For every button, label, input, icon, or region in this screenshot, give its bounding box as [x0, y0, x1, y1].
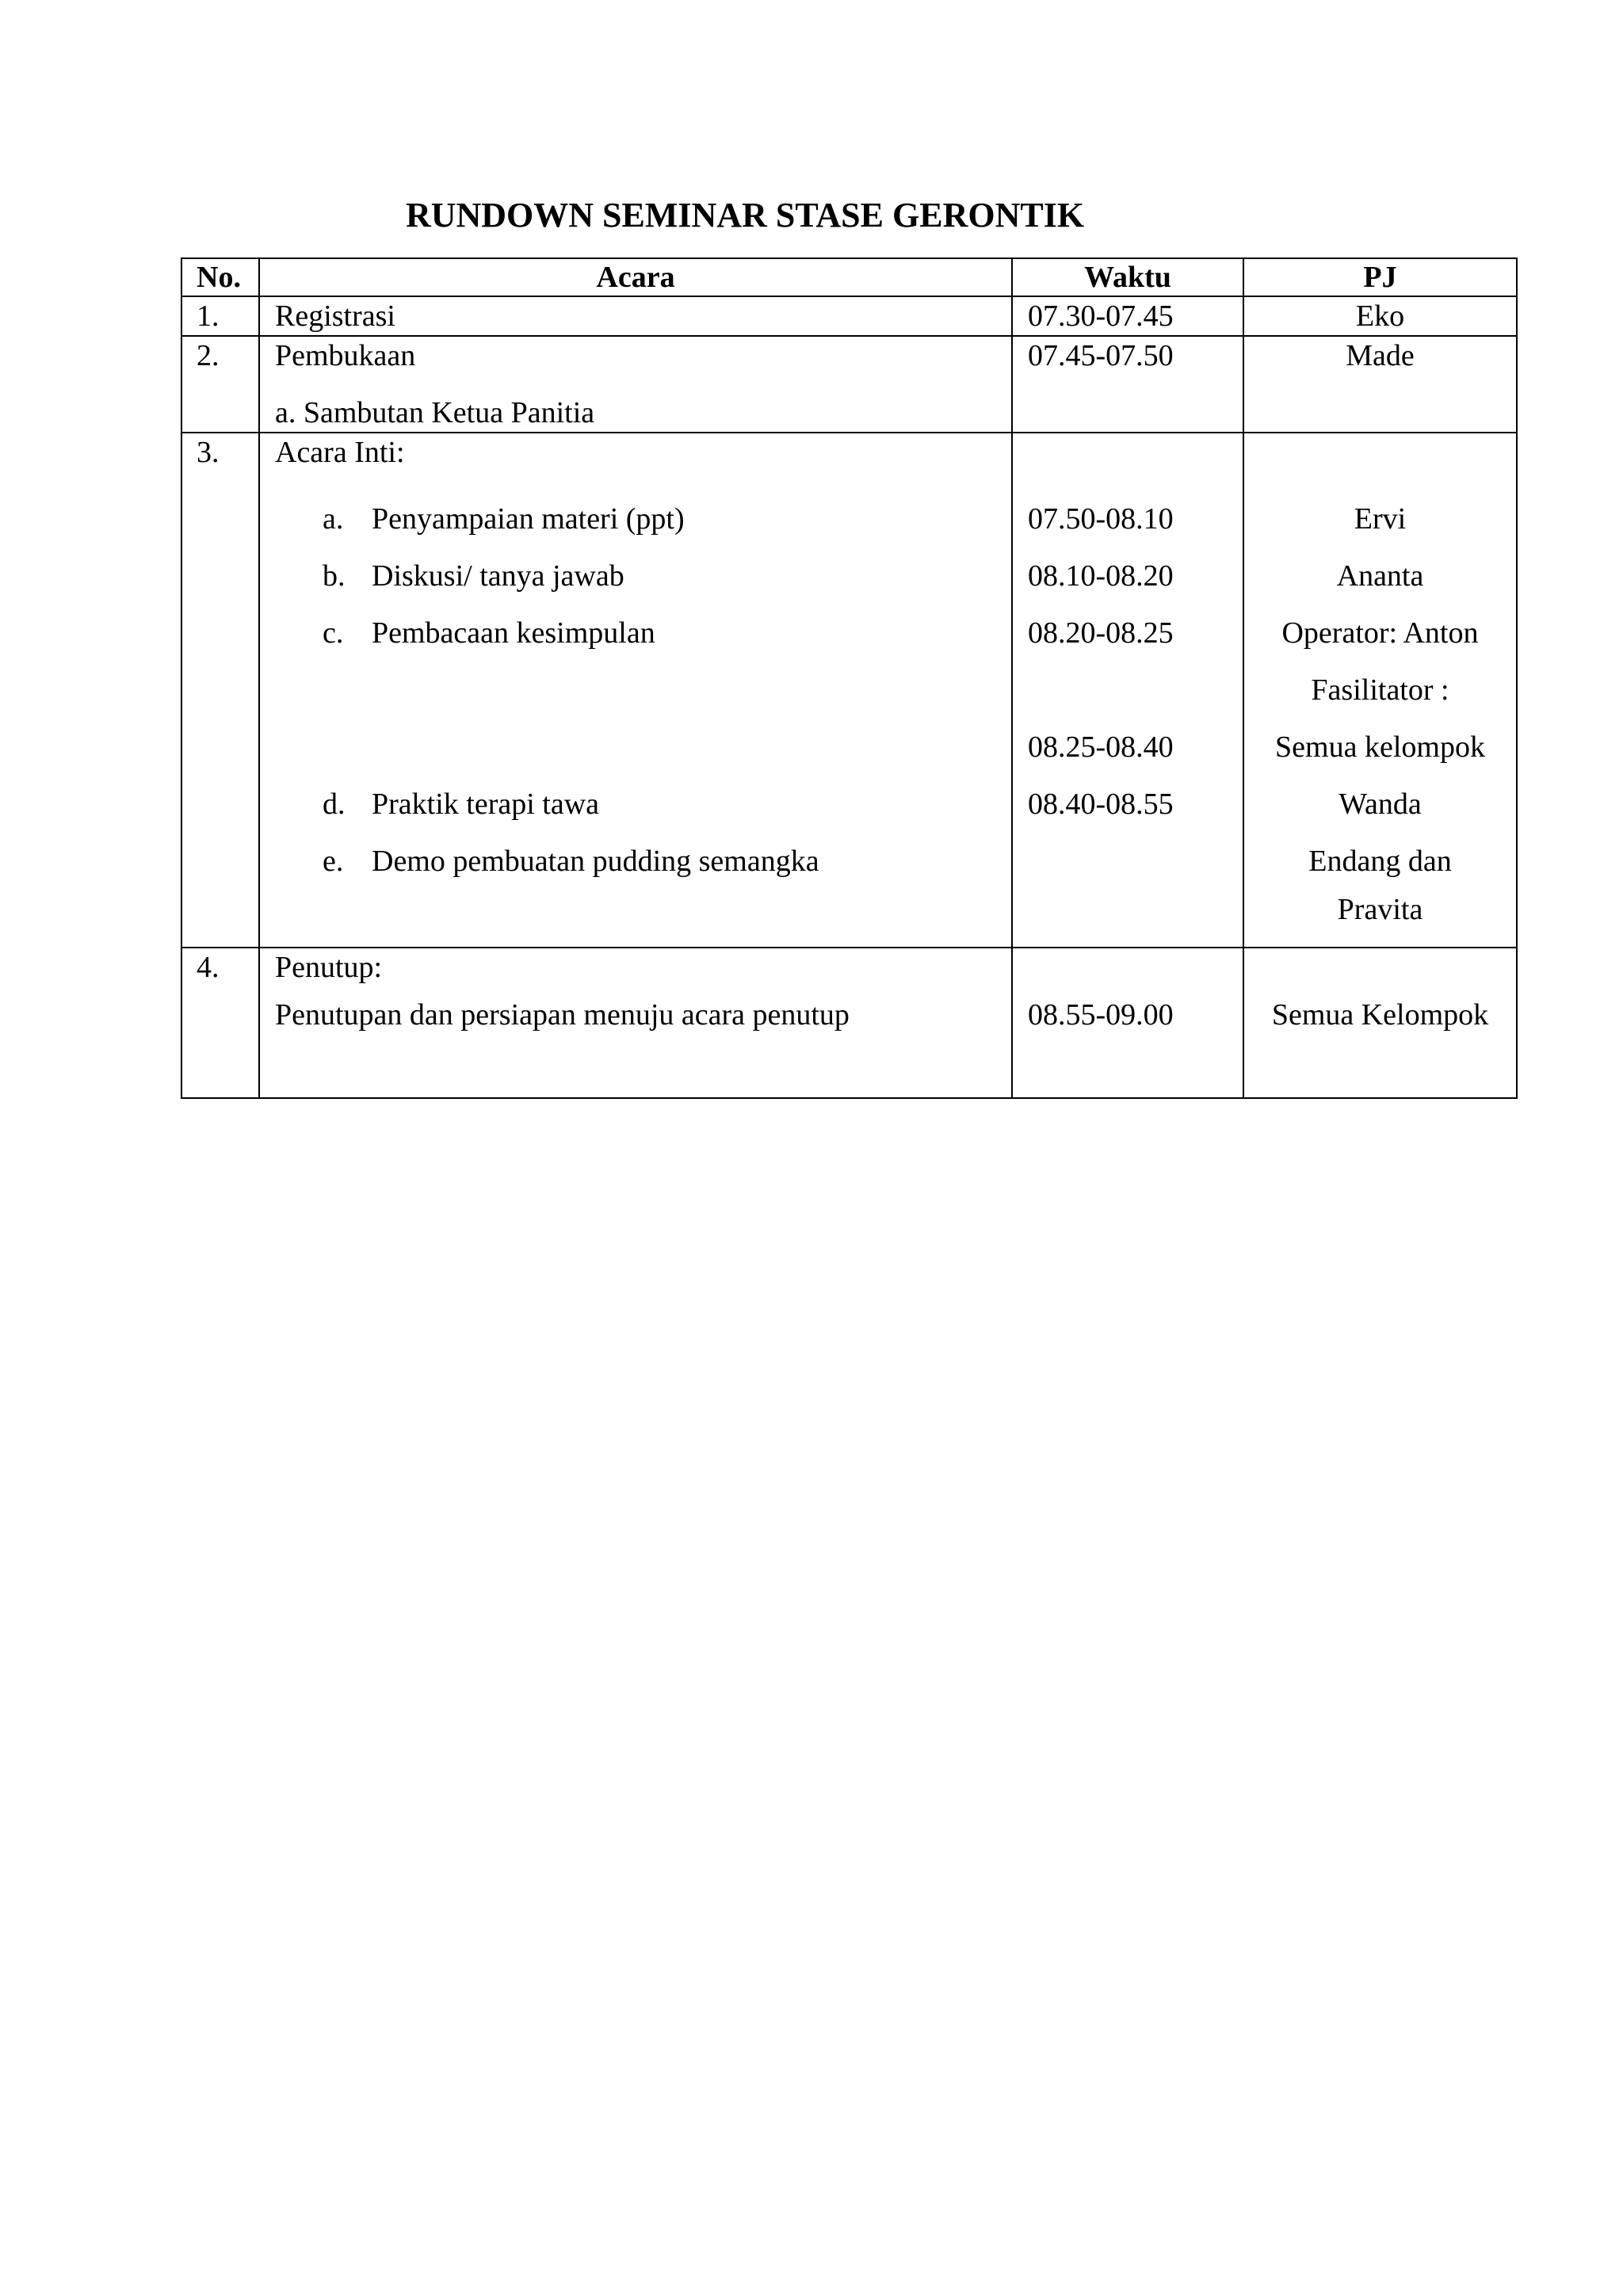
list-item — [275, 605, 1011, 662]
item-pj: Endang dan — [1308, 845, 1452, 878]
row-acara: Registrasi — [275, 299, 395, 333]
item-pj: Semua kelompok — [1275, 730, 1485, 764]
item-pj: Ervi — [1354, 502, 1407, 536]
item-label: Demo pembuatan pudding semangka — [372, 845, 819, 878]
item-marker: d. — [323, 788, 346, 821]
page-title: RUNDOWN SEMINAR STASE GERONTIK — [405, 196, 1085, 235]
row-number: 4. — [197, 951, 220, 984]
table-row — [181, 948, 1517, 1098]
item-marker: a. — [323, 502, 344, 536]
item-waktu: 08.40-08.55 — [1028, 788, 1174, 821]
header-waktu: Waktu — [1012, 258, 1243, 296]
table-header-row — [181, 258, 1517, 296]
row-number: 1. — [197, 299, 220, 333]
header-no: No. — [181, 258, 259, 296]
item-waktu: 07.50-08.10 — [1028, 502, 1174, 536]
row-number: 2. — [197, 339, 220, 372]
item-pj: Pravita — [1337, 893, 1423, 926]
item-pj: Fasilitator : — [1311, 673, 1449, 707]
list-item — [275, 490, 1011, 547]
item-waktu — [1028, 833, 1243, 890]
item-waktu: 08.20-08.25 — [1028, 616, 1174, 650]
rundown-table — [181, 257, 1518, 1099]
item-label: Diskusi/ tanya jawab — [372, 559, 624, 593]
row-waktu: 07.45-07.50 — [1028, 339, 1174, 372]
item-label: Praktik terapi tawa — [372, 788, 600, 821]
row-acara: Penutup: — [275, 951, 383, 984]
row-acara: Pembukaan — [275, 339, 416, 372]
item-pj: Wanda — [1338, 788, 1422, 821]
item-marker: b. — [323, 559, 346, 593]
row-pj: Eko — [1355, 299, 1405, 333]
row-pj: Semua Kelompok — [1271, 998, 1489, 1032]
list-item — [275, 662, 1011, 719]
item-waktu: 08.25-08.40 — [1028, 730, 1174, 764]
item-marker: c. — [323, 616, 344, 650]
item-label: Pembacaan kesimpulan — [372, 616, 655, 650]
list-item — [275, 547, 1011, 605]
list-item — [275, 890, 1011, 947]
row-waktu: 07.30-07.45 — [1028, 299, 1174, 333]
item-waktu — [1028, 890, 1243, 947]
row-acara-sub: Penutupan dan persiapan menuju acara penutup — [275, 998, 850, 1032]
item-waktu: 08.10-08.20 — [1028, 559, 1174, 593]
header-acara: Acara — [259, 258, 1012, 296]
list-item — [275, 776, 1011, 833]
row-pj: Made — [1346, 339, 1415, 372]
row-acara: Acara Inti: — [275, 436, 405, 469]
item-pj: Operator: Anton — [1281, 616, 1479, 650]
row-waktu: 08.55-09.00 — [1028, 998, 1174, 1032]
list-item — [275, 719, 1011, 776]
table-row — [181, 433, 1517, 948]
table-row — [181, 296, 1517, 336]
item-pj: Ananta — [1336, 559, 1424, 593]
header-pj: PJ — [1243, 258, 1517, 296]
row-number: 3. — [197, 436, 220, 469]
item-label: Penyampaian materi (ppt) — [372, 502, 685, 536]
list-item — [275, 833, 1011, 890]
item-waktu — [1028, 662, 1243, 719]
row-acara-sub: a. Sambutan Ketua Panitia — [275, 396, 595, 429]
table-row — [181, 336, 1517, 433]
item-marker: e. — [323, 845, 344, 878]
